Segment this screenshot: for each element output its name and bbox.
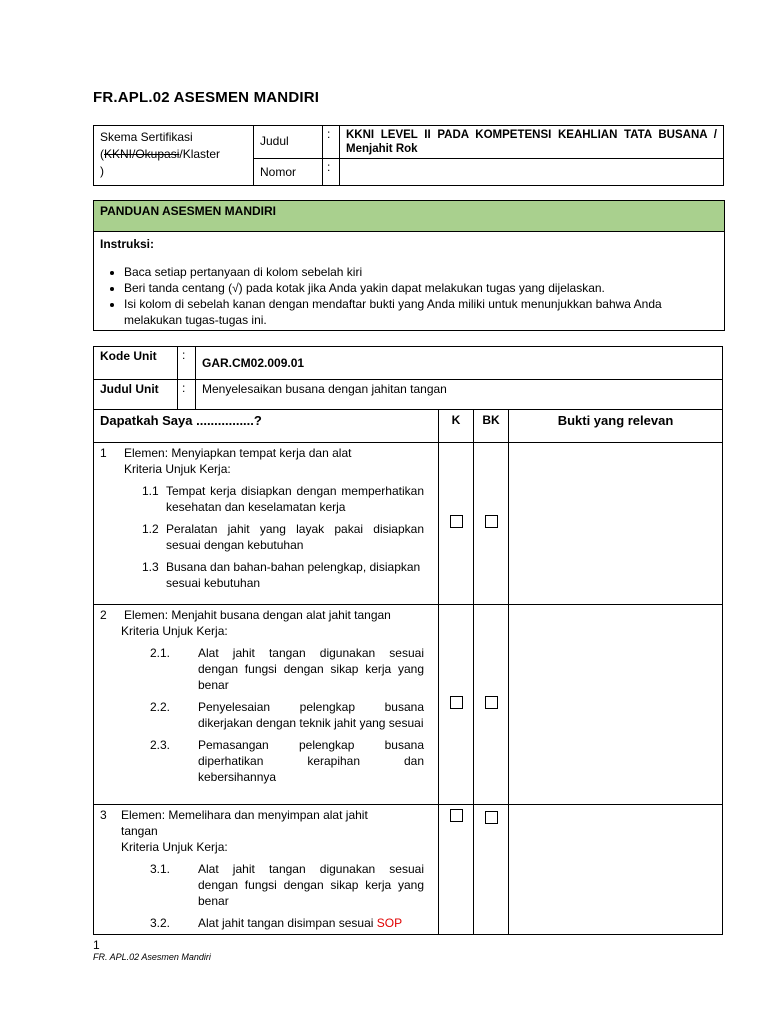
bk-checkbox[interactable] — [485, 811, 498, 824]
instruksi-list — [100, 264, 718, 328]
element-row-2 — [94, 605, 439, 805]
skema-label-strike: KKNI/Okupasi — [104, 147, 180, 161]
criteria-number: 1.3 — [142, 560, 159, 574]
kode-unit-label: Kode Unit — [94, 347, 178, 380]
element-title: Elemen: Menyiapkan tempat kerja dan alat — [124, 446, 352, 460]
instruksi-item: • Isi kolom di sebelah kanan dengan mendaftar bukti yang Anda miliki untuk menunjukkan bahwa Anda melakukan tugas-tugas ini. — [124, 296, 718, 328]
criteria-text: Busana dan bahan-bahan pelengkap, disiapkan sesuai kebutuhan — [166, 560, 421, 590]
kriteria-label: Kriteria Unjuk Kerja: — [121, 840, 228, 854]
element-title: Elemen: Memelihara dan menyimpan alat jahit tangan — [121, 808, 368, 838]
skema-paren-open: ( — [100, 147, 104, 161]
sop-highlight: SOP — [376, 916, 403, 930]
element-number: 2 — [100, 608, 107, 622]
nomor-label: Nomor — [254, 159, 323, 186]
judul-label: Judul — [254, 126, 323, 159]
element-row-3 — [94, 805, 439, 935]
panduan-box — [93, 200, 725, 331]
criteria-number: 2.2. — [150, 700, 171, 714]
element-row-1 — [94, 443, 439, 605]
judul-value: KKNI LEVEL II PADA KOMPETENSI KEAHLIAN TATA BUSANA / Menjahit Rok — [340, 126, 724, 159]
instruksi-item: • Baca setiap pertanyaan di kolom sebelah kiri — [124, 264, 718, 280]
criteria-number: 2.3. — [150, 738, 171, 752]
criteria-text: Penyelesaian pelengkap busana dikerjakan dengan teknik jahit yang sesuai — [198, 700, 424, 730]
bukti-cell[interactable] — [509, 605, 723, 805]
skema-paren-close: ) — [100, 164, 104, 178]
instruksi-label: Instruksi: — [100, 237, 155, 251]
k-cell — [439, 605, 474, 805]
criteria-text: Alat jahit tangan digunakan sesuai dengan fungsi dengan sikap kerja yang benar — [198, 862, 424, 908]
element-title: Elemen: Menjahit busana dengan alat jahit tangan — [124, 608, 391, 622]
criteria-text — [198, 915, 424, 931]
k-checkbox[interactable] — [450, 809, 463, 822]
k-checkbox[interactable] — [450, 696, 463, 709]
kode-unit-colon: : — [178, 347, 196, 380]
criteria-text-main: Alat jahit tangan disimpan sesuai — [198, 916, 374, 930]
element-number: 1 — [100, 446, 107, 460]
nomor-value — [340, 159, 724, 186]
bk-cell — [474, 805, 509, 935]
skema-label-part2: /Klaster — [179, 147, 221, 161]
panduan-heading: PANDUAN ASESMEN MANDIRI — [94, 201, 724, 232]
judul-colon: : — [323, 126, 340, 159]
header-bk: BK — [474, 410, 509, 443]
unit-table — [93, 346, 723, 935]
criteria-number: 1.2 — [142, 522, 159, 536]
criteria-number: 3.2. — [150, 916, 171, 930]
criteria-number: 3.1. — [150, 862, 171, 876]
header-bukti: Bukti yang relevan — [509, 410, 723, 443]
nomor-colon: : — [323, 159, 340, 186]
skema-label-part1: Skema Sertifikasi — [100, 130, 193, 144]
element-number: 3 — [100, 808, 107, 822]
page-title: FR.APL.02 ASESMEN MANDIRI — [93, 89, 320, 106]
judul-unit-value: Menyelesaikan busana dengan jahitan tangan — [196, 380, 723, 410]
bk-cell — [474, 443, 509, 605]
criteria-number: 2.1. — [150, 646, 171, 660]
judul-unit-label: Judul Unit — [94, 380, 178, 410]
k-cell — [439, 443, 474, 605]
bukti-cell[interactable] — [509, 805, 723, 935]
kriteria-label: Kriteria Unjuk Kerja: — [124, 462, 231, 476]
kode-unit-value: GAR.CM02.009.01 — [196, 347, 723, 380]
kriteria-label: Kriteria Unjuk Kerja: — [121, 624, 228, 638]
bukti-cell[interactable] — [509, 443, 723, 605]
criteria-text: Tempat kerja disiapkan dengan memperhatikan kesehatan dan keselamatan kerja — [166, 484, 424, 514]
bk-checkbox[interactable] — [485, 696, 498, 709]
k-cell — [439, 805, 474, 935]
criteria-number: 1.1 — [142, 484, 159, 498]
header-question: Dapatkah Saya ................? — [94, 410, 439, 443]
footer-doc-ref: FR. APL.02 Asesmen Mandiri — [93, 952, 211, 962]
criteria-text: Pemasangan pelengkap busana diperhatikan kerapihan dan kebersihannya — [198, 738, 424, 784]
instruksi-item: • Beri tanda centang (√) pada kotak jika Anda yakin dapat melakukan tugas yang dijelaskan. — [124, 280, 718, 296]
page-number: 1 — [93, 938, 100, 952]
bk-cell — [474, 605, 509, 805]
criteria-text: Alat jahit tangan digunakan sesuai dengan fungsi dengan sikap kerja yang benar — [198, 646, 424, 692]
header-k: K — [439, 410, 474, 443]
criteria-text: Peralatan jahit yang layak pakai disiapkan sesuai dengan kebutuhan — [166, 522, 424, 552]
bk-checkbox[interactable] — [485, 515, 498, 528]
k-checkbox[interactable] — [450, 515, 463, 528]
judul-unit-colon: : — [178, 380, 196, 410]
skema-table — [93, 125, 724, 186]
skema-label — [94, 126, 254, 186]
